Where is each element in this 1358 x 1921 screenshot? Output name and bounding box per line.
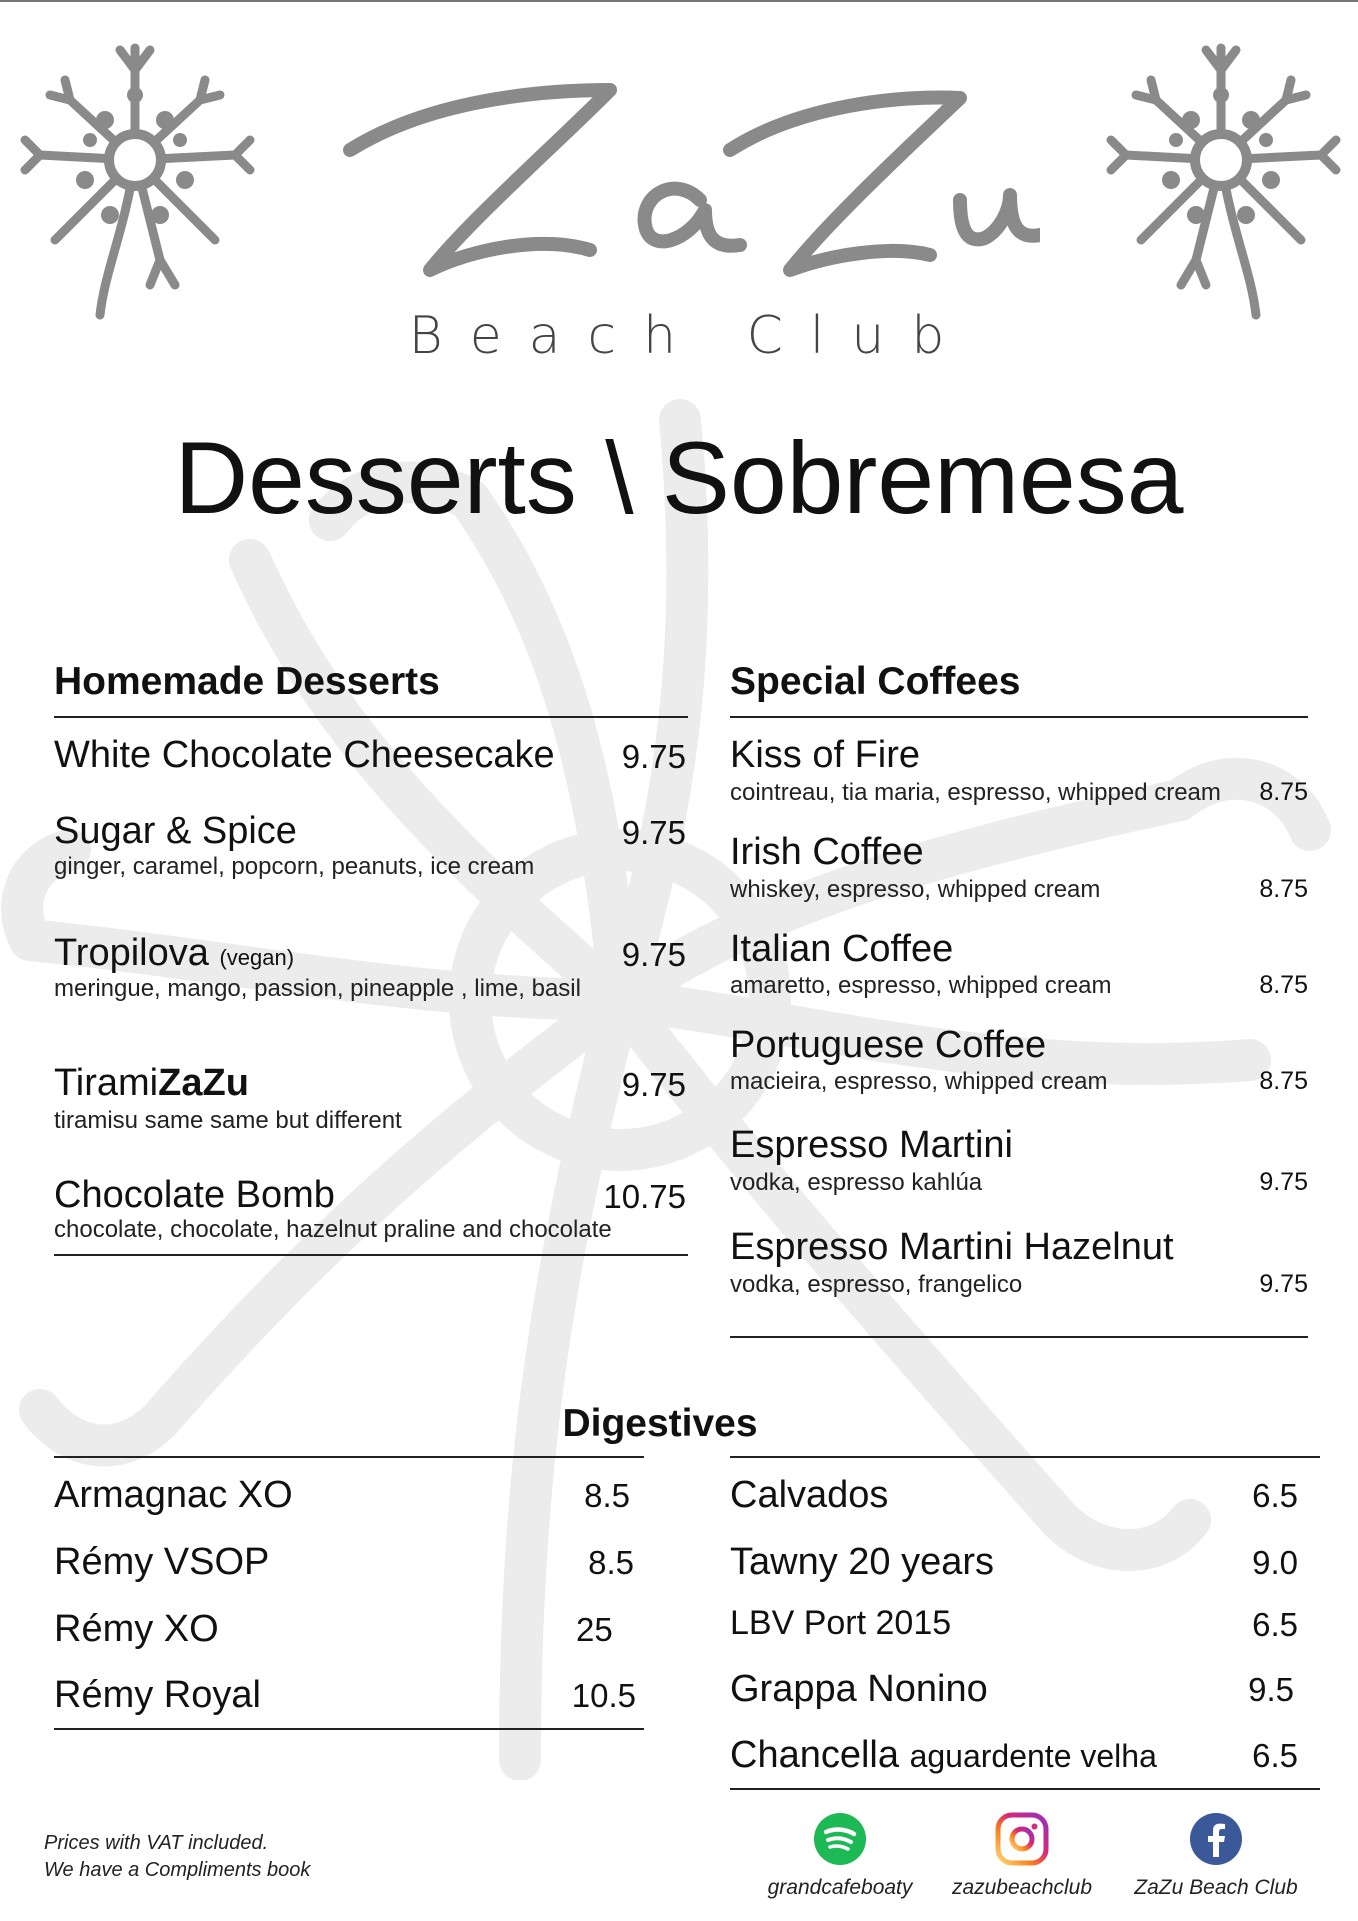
- coffee-price: 8.75: [1259, 875, 1308, 903]
- coffee-price: 8.75: [1259, 1067, 1308, 1095]
- flower-right-icon: [1096, 40, 1346, 320]
- coffee-price: 9.75: [1259, 1270, 1308, 1298]
- digestive-name: LBV Port 2015: [730, 1604, 952, 1642]
- social-facebook[interactable]: [1116, 1812, 1316, 1900]
- desserts-top-rule: [54, 716, 688, 718]
- dessert-name-bold: ZaZu: [158, 1062, 249, 1104]
- dessert-price: 9.75: [621, 738, 686, 775]
- digestive-name: Rémy VSOP: [54, 1541, 270, 1583]
- digestives-section-title: Digestives: [562, 1402, 758, 1445]
- coffee-name: Italian Coffee: [730, 928, 954, 970]
- digestive-price: 6.5: [1252, 1606, 1298, 1643]
- digestive-price: 8.5: [584, 1477, 630, 1514]
- digestive-name: Rémy Royal: [54, 1674, 261, 1716]
- digestive-name: Grappa Nonino: [730, 1668, 988, 1710]
- digestive-name-note: aguardente velha: [909, 1738, 1157, 1774]
- digestive-name: Armagnac XO: [54, 1474, 293, 1516]
- dessert-description: ginger, caramel, popcorn, peanuts, ice cream: [54, 853, 535, 880]
- desserts-section-title: Homemade Desserts: [54, 660, 440, 703]
- digestive-price: 6.5: [1252, 1737, 1298, 1774]
- dessert-name-text: Tropilova: [54, 932, 209, 974]
- digestive-name: Tawny 20 years: [730, 1541, 995, 1583]
- page-title: Desserts \ Sobremesa: [174, 421, 1184, 535]
- coffee-description: amaretto, espresso, whipped cream: [730, 972, 1112, 999]
- dessert-name: [54, 932, 294, 975]
- dessert-name: Chocolate Bomb: [54, 1174, 335, 1216]
- coffee-description: macieira, espresso, whipped cream: [730, 1068, 1108, 1095]
- coffees-section-title: Special Coffees: [730, 660, 1021, 703]
- dessert-description: chocolate, chocolate, hazelnut praline and chocolate: [54, 1216, 612, 1243]
- dessert-price: 9.75: [621, 1066, 686, 1103]
- social-instagram[interactable]: [922, 1812, 1122, 1900]
- spotify-icon: [813, 1812, 867, 1866]
- vegan-mark: (vegan): [219, 945, 295, 970]
- coffee-name: Espresso Martini: [730, 1124, 1013, 1166]
- coffee-name: Espresso Martini Hazelnut: [730, 1226, 1174, 1268]
- vat-note: Prices with VAT included.: [44, 1832, 269, 1854]
- dessert-description: tiramisu same same but different: [54, 1107, 402, 1134]
- coffee-name: Kiss of Fire: [730, 734, 921, 776]
- top-border: [0, 0, 1358, 2]
- dessert-name: [54, 1062, 249, 1105]
- facebook-icon: [1189, 1812, 1243, 1866]
- digestive-price: 9.5: [1248, 1671, 1294, 1708]
- social-spotify[interactable]: [740, 1812, 940, 1900]
- digestives-right-bottom-rule: [730, 1788, 1320, 1790]
- dessert-price: 9.75: [621, 814, 686, 851]
- facebook-label: ZaZu Beach Club: [1134, 1876, 1298, 1899]
- flower-left-icon: [10, 40, 260, 320]
- instagram-icon: [995, 1812, 1049, 1866]
- dessert-description: meringue, mango, passion, pineapple , lime, basil: [54, 975, 581, 1002]
- coffees-top-rule: [730, 716, 1308, 718]
- digestive-price: 9.0: [1252, 1544, 1298, 1581]
- dessert-price: 9.75: [621, 936, 686, 973]
- digestives-left-top-rule: [54, 1456, 644, 1458]
- digestive-price: 25: [576, 1611, 613, 1648]
- digestive-name-text: Chancella: [730, 1734, 899, 1776]
- coffee-price: 9.75: [1259, 1168, 1308, 1196]
- coffee-price: 8.75: [1259, 971, 1308, 999]
- coffee-price: 8.75: [1259, 778, 1308, 806]
- footer-notes: [44, 1830, 310, 1884]
- zazu-logo: [320, 60, 1040, 300]
- desserts-bottom-rule: [54, 1254, 688, 1256]
- digestive-name: [730, 1734, 1157, 1777]
- digestive-name: Rémy XO: [54, 1608, 219, 1650]
- dessert-price: 10.75: [603, 1178, 686, 1215]
- digestives-left-bottom-rule: [54, 1728, 644, 1730]
- digestives-right-top-rule: [730, 1456, 1320, 1458]
- coffee-description: whiskey, espresso, whipped cream: [730, 876, 1101, 903]
- compliments-note: We have a Compliments book: [44, 1859, 311, 1881]
- digestive-price: 6.5: [1252, 1477, 1298, 1514]
- dessert-name-text: Tirami: [54, 1062, 159, 1104]
- coffees-bottom-rule: [730, 1336, 1308, 1338]
- dessert-name: White Chocolate Cheesecake: [54, 734, 555, 776]
- coffee-description: cointreau, tia maria, espresso, whipped cream: [730, 779, 1221, 806]
- spotify-label: grandcafeboaty: [767, 1876, 913, 1899]
- instagram-label: zazubeachclub: [951, 1876, 1093, 1899]
- coffee-name: Irish Coffee: [730, 831, 924, 873]
- dessert-name: Sugar & Spice: [54, 810, 297, 852]
- digestive-price: 8.5: [588, 1544, 634, 1581]
- coffee-description: vodka, espresso kahlúa: [730, 1169, 983, 1196]
- coffee-description: vodka, espresso, frangelico: [730, 1271, 1023, 1298]
- digestive-price: 10.5: [571, 1677, 636, 1714]
- brand-subtitle: Beach Club: [408, 306, 972, 366]
- digestive-name: Calvados: [730, 1474, 889, 1516]
- coffee-name: Portuguese Coffee: [730, 1024, 1047, 1066]
